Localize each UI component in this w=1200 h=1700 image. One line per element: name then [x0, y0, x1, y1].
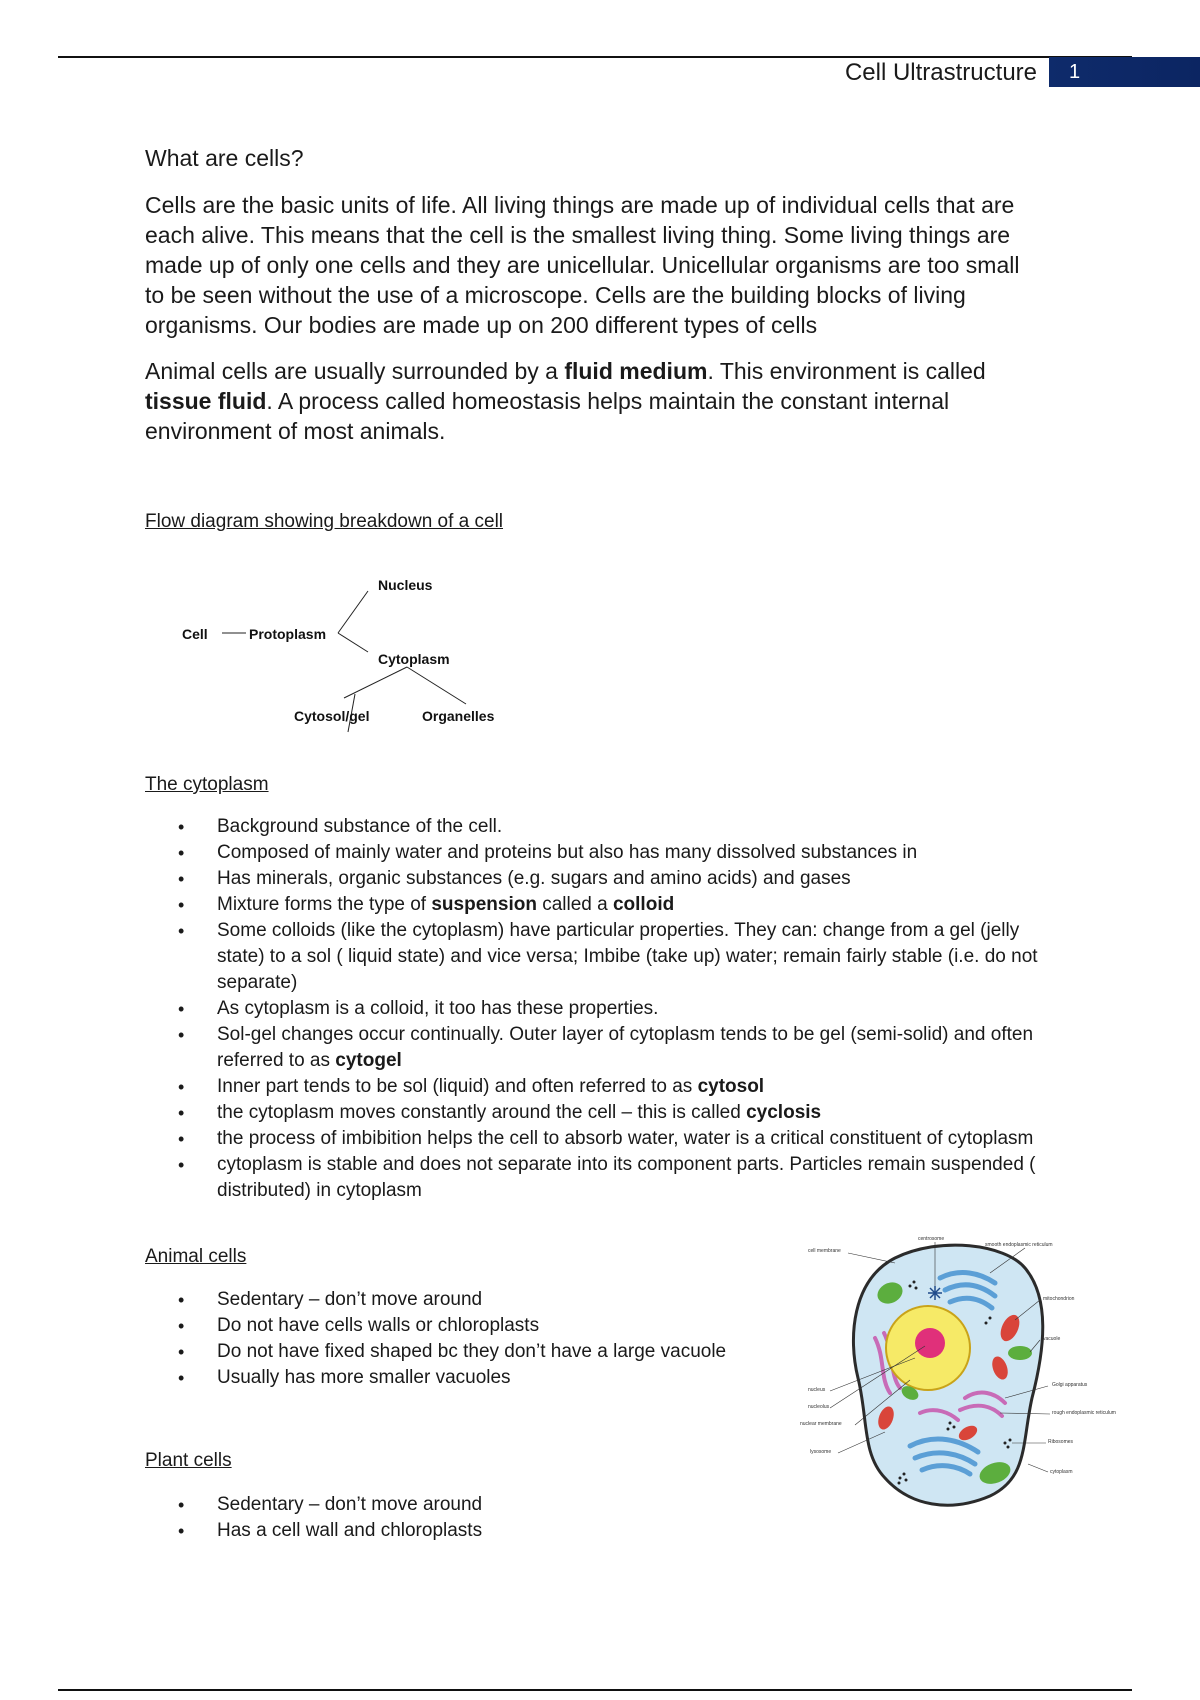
list-item: • Composed of mainly water and proteins but also has many dissolved substances in — [175, 840, 1055, 866]
footer-rule — [58, 1689, 1132, 1691]
flow-node-organelles: Organelles — [422, 708, 495, 724]
animal-cell-drawing — [800, 1228, 1120, 1510]
figure-label-mitochondrion: mitochondrion — [1043, 1296, 1075, 1302]
nucleolus-shape — [915, 1328, 945, 1358]
intro-paragraph-1: Cells are the basic units of life. All living things are made up of individual cells that are each alive. This means that the cell is the smallest living thing. Some living things are made up of only one cells and they are unicellular. Unicellular organisms are too small to be seen without the use of a microscope. Cells are the building blocks of living organisms. Our bodies are made up on 200 different types of cells — [145, 192, 1020, 338]
header-rule — [58, 56, 1132, 58]
figure-label-lysosome: lysosome — [810, 1449, 832, 1455]
list-item: • As cytoplasm is a colloid, it too has these properties. — [175, 996, 1055, 1022]
page-number-badge: 1 — [1049, 57, 1200, 87]
figure-label-centrosome: centrosome — [918, 1236, 945, 1242]
intro-paragraph-2: Animal cells are usually surrounded by a fluid medium. This environment is called tissue fluid. A process called homeostasis helps maintain the constant internal environment of most animals. — [145, 358, 986, 444]
flow-node-cytoplasm: Cytoplasm — [378, 651, 450, 667]
list-item: • Mixture forms the type of suspension called a colloid — [175, 892, 1055, 918]
animal-cell-illustration — [800, 1228, 1120, 1510]
header-title: Cell Ultrastructure — [844, 59, 1037, 86]
plant-cells-heading: Plant cells — [145, 1450, 232, 1471]
cytoplasm-list — [175, 814, 1055, 1204]
list-item: • the cytoplasm moves constantly around the cell – this is called cyclosis — [175, 1100, 1055, 1126]
cytoplasm-heading: The cytoplasm — [145, 774, 269, 795]
plant-cells-list — [175, 1492, 775, 1544]
list-item: • Sol-gel changes occur continually. Outer layer of cytoplasm tends to be gel (semi-solid) and often referred to as cytogel — [175, 1022, 1055, 1074]
figure-label-nucleus: nucleus — [808, 1387, 826, 1393]
figure-label-ribosomes: Ribosomes — [1048, 1439, 1074, 1445]
centrosome-shape — [928, 1286, 942, 1300]
list-item: • Sedentary – don’t move around — [175, 1492, 775, 1518]
list-item: • Sedentary – don’t move around — [175, 1287, 775, 1313]
intro-heading: What are cells? — [145, 145, 304, 171]
figure-label-nuclear-membrane: nuclear membrane — [800, 1421, 842, 1427]
list-item: • Inner part tends to be sol (liquid) and often referred to as cytosol — [175, 1074, 1055, 1100]
flow-node-nucleus: Nucleus — [378, 577, 433, 593]
list-item: • Some colloids (like the cytoplasm) have particular properties. They can: change from a gel (jelly state) to a sol ( liquid state) and vice versa; Imbibe (take up) water; remain fairly stable (i.e. do not separate) — [175, 918, 1055, 996]
flow-diagram — [150, 560, 550, 740]
flow-node-cytosol: Cytosol/gel — [294, 708, 370, 724]
list-item: • Background substance of the cell. — [175, 814, 1055, 840]
figure-label-cytoplasm: cytoplasm — [1050, 1469, 1073, 1475]
figure-label-golgi: Golgi apparatus — [1052, 1382, 1088, 1388]
animal-cells-list — [175, 1287, 775, 1391]
figure-label-vacuole: vacuole — [1043, 1336, 1061, 1342]
list-item: • the process of imbibition helps the cell to absorb water, water is a critical constituent of cytoplasm — [175, 1126, 1055, 1152]
list-item: • Has a cell wall and chloroplasts — [175, 1518, 775, 1544]
animal-cells-heading: Animal cells — [145, 1246, 247, 1267]
list-item: • Do not have cells walls or chloroplasts — [175, 1313, 775, 1339]
flow-node-protoplasm: Protoplasm — [249, 626, 327, 642]
flow-diagram-heading: Flow diagram showing breakdown of a cell — [145, 511, 504, 532]
figure-label-smooth-er: smooth endoplasmic reticulum — [985, 1242, 1053, 1248]
list-item: • Do not have fixed shaped bc they don’t have a large vacuole — [175, 1339, 775, 1365]
list-item: • cytoplasm is stable and does not separate into its component parts. Particles remain suspended ( distributed) in cytoplasm — [175, 1152, 1055, 1204]
list-item: • Usually has more smaller vacuoles — [175, 1365, 775, 1391]
figure-label-cell-membrane: cell membrane — [808, 1248, 841, 1254]
list-item: • Has minerals, organic substances (e.g. sugars and amino acids) and gases — [175, 866, 1055, 892]
figure-label-rough-er: rough endoplasmic reticulum — [1052, 1410, 1116, 1416]
figure-label-nucleolus: nucleolus — [808, 1404, 830, 1410]
flow-node-cell: Cell — [182, 626, 208, 642]
